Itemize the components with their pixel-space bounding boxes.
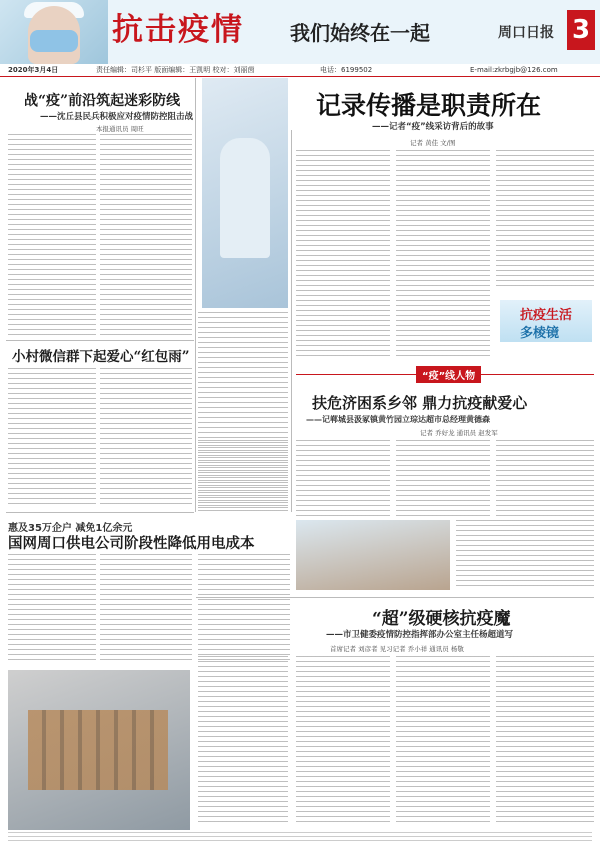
divider	[6, 512, 194, 513]
story4-body-col3	[496, 440, 594, 516]
section-label: “疫”线人物	[416, 366, 481, 383]
feature-photo	[202, 78, 288, 308]
page-number: 3	[567, 10, 595, 50]
story5-body-col2	[296, 656, 390, 826]
column-rule	[195, 78, 196, 512]
story2-body-col1	[8, 368, 96, 508]
shelf-rows	[28, 710, 168, 790]
photo-caption	[8, 832, 592, 844]
story3-body-col1	[8, 554, 96, 664]
story3-body-col3	[198, 554, 290, 664]
masthead-photo	[0, 0, 108, 64]
story5-body-col4	[496, 656, 594, 826]
story1-headline: 战“疫”前沿筑起迷彩防线	[24, 93, 181, 109]
story2-body-col2	[100, 368, 192, 508]
warehouse-photo	[8, 670, 190, 830]
story4-body-col0	[198, 440, 288, 514]
story4-body-col1	[296, 440, 390, 516]
story4-photo	[296, 520, 450, 590]
issue-date: 2020年3月4日	[8, 66, 59, 74]
phone: 电话：6199502	[320, 66, 373, 74]
section-slogan: 我们始终在一起	[290, 21, 430, 45]
story3-kicker: 惠及35万企户 减免1亿余元	[8, 523, 133, 534]
editor-credits: 责任编辑：司杉平 版面编辑：王凯明 校对：刘丽茵	[96, 66, 255, 74]
story5-body-col3	[396, 656, 490, 826]
feature-headline: 记录传播是职责所在	[316, 91, 542, 120]
protective-suit	[220, 138, 270, 258]
feature-byline: 记者 黄佳 文/图	[410, 139, 456, 147]
section-title: 抗击疫情	[112, 12, 244, 48]
story4-body-col4	[456, 520, 594, 590]
paper-name: 周口日报	[498, 25, 554, 41]
story4-subhead: ——记郸城县汲冢镇黄竹园立琮达超市总经理黄德森	[306, 415, 490, 424]
feature-body-col3	[496, 150, 594, 290]
story3-headline: 国网周口供电公司阶段性降低用电成本	[8, 535, 255, 552]
divider	[196, 597, 594, 598]
divider	[6, 340, 194, 341]
feature-body-col1	[296, 150, 390, 360]
story5-headline: “超”级硬核抗疫魔	[372, 609, 511, 629]
story5-byline: 首席记者 刘彦者 见习记者 乔小祥 通讯员 杨敬	[330, 645, 464, 653]
feature-badge	[500, 300, 592, 342]
badge-line2: 多棱镜	[520, 326, 560, 341]
badge-line1: 抗疫生活	[520, 308, 573, 323]
story3-body-col2	[100, 554, 192, 664]
story4-byline: 记者 乔好龙 通讯员 赵发军	[420, 429, 498, 437]
story2-headline: 小村微信群下起爱心“红包雨”	[12, 349, 190, 365]
email: E-mail:zkrbgjb@126.com	[470, 66, 558, 74]
story1-body-col1	[8, 134, 96, 336]
face-mask	[30, 30, 78, 52]
story4-body-col2	[396, 440, 490, 516]
story5-body-col1	[198, 656, 288, 826]
column-rule	[291, 130, 292, 512]
story1-body-col2	[100, 134, 192, 336]
feature-body-col2	[396, 150, 490, 360]
story1-byline: 本报通讯员 周旺	[96, 125, 144, 133]
story5-subhead: ——市卫健委疫情防控指挥部办公室主任杨超道写	[326, 630, 514, 640]
story1-subhead: ——沈丘县民兵积极应对疫情防控阻击战	[40, 112, 194, 122]
feature-subhead: ——记者“疫”线采访背后的故事	[372, 122, 494, 132]
info-bar	[0, 64, 600, 77]
story4-headline: 扶危济困系乡邻 鼎力抗疫献爱心	[312, 394, 528, 412]
